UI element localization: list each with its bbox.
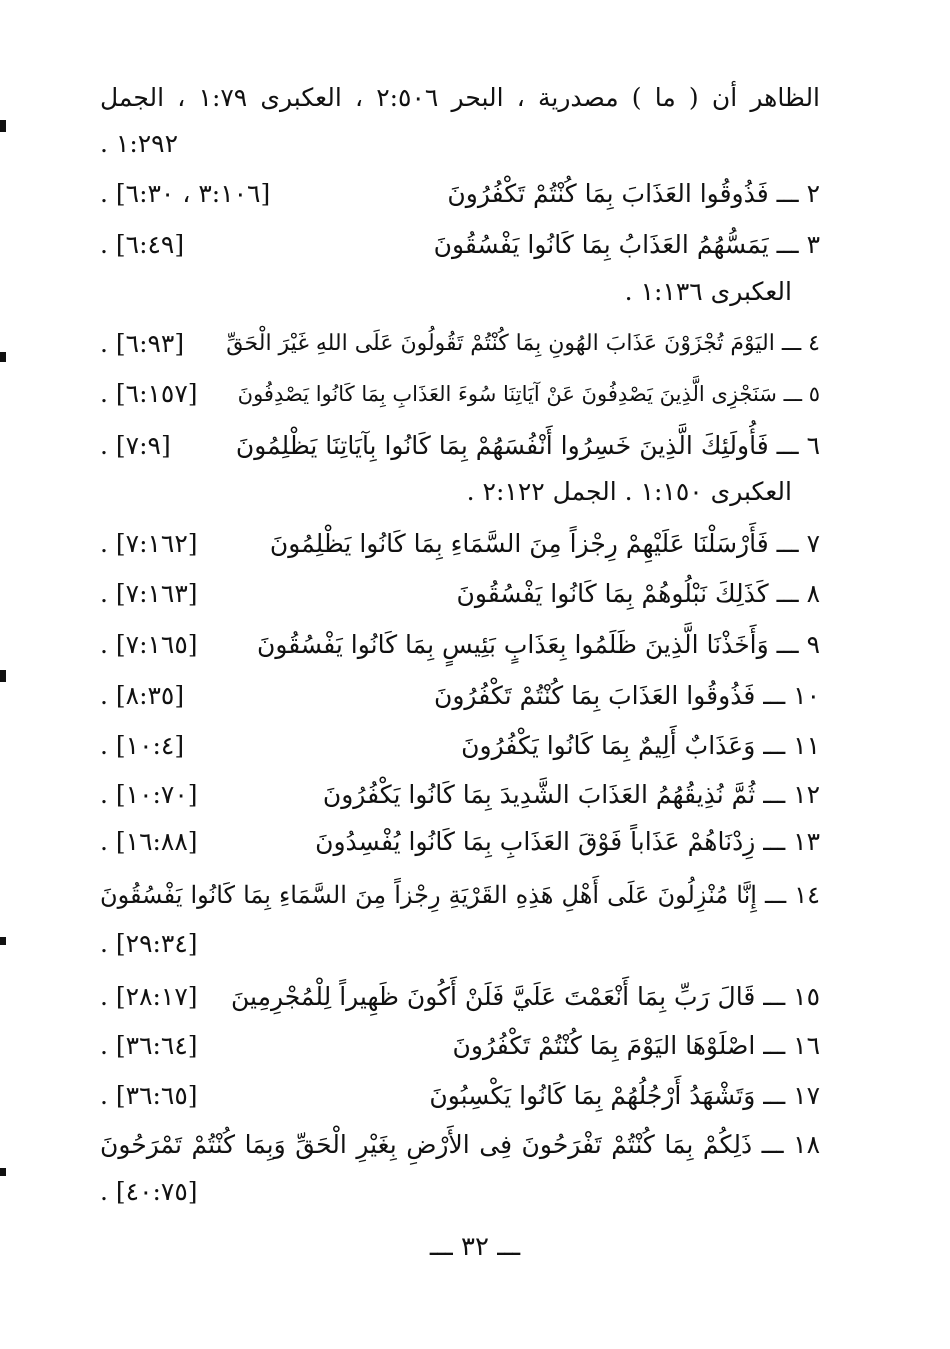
verse-entry-11 bbox=[100, 724, 820, 768]
verse-text: ١١ ـــ وَعَذَابٌ أَلِيمٌ بِمَا كَانُوا يَكْفُرُونَ bbox=[461, 731, 820, 760]
verse-text: ١٢ ـــ ثُمَّ نُذِيقُهُمُ العَذَابَ الشَّدِيدَ بِمَا كَانُوا يَكْفُرُونَ bbox=[322, 780, 820, 809]
footnote-text: ١:٢٩٢ . bbox=[100, 129, 179, 158]
verse-text: ١٠ ـــ فَذُوقُوا العَذَابَ بِمَا كُنْتُمْ تَكْفُرُونَ bbox=[434, 681, 820, 710]
scan-edge-mark bbox=[0, 1168, 6, 1176]
verse-entry-4 bbox=[100, 322, 820, 366]
footnote-text: الظاهر أن ( ما ) مصدرية ، البحر ٢:٥٠٦ ، العكبرى ١:٧٩ ، الجمل bbox=[100, 83, 821, 112]
verse-citation: [٣:١٠٦ ، ٦:٣٠] . bbox=[100, 179, 271, 208]
scan-edge-mark bbox=[0, 120, 6, 132]
verse-text: ٨ ـــ كَذَلِكَ نَبْلُوهُمْ بِمَا كَانُوا يَفْسُقُونَ bbox=[456, 579, 820, 608]
reference-note bbox=[100, 270, 820, 314]
verse-citation: [٢٩:٣٤] . bbox=[100, 929, 198, 958]
verse-entry-9 bbox=[100, 623, 820, 667]
verse-citation: [١٠:٤] . bbox=[100, 731, 185, 760]
verse-citation: [٤٠:٧٥] . bbox=[100, 1177, 198, 1206]
verse-entry-5 bbox=[100, 372, 820, 416]
verse-text: ٣ ـــ يَمَسُّهُمُ العَذَابُ بِمَا كَانُوا يَفْسُقُونَ bbox=[433, 230, 820, 259]
reference-text: العكبرى ١:١٣٦ . bbox=[624, 277, 792, 306]
verse-entry-8 bbox=[100, 572, 820, 616]
verse-entry-13 bbox=[100, 820, 820, 864]
verse-text: ٦ ـــ فَأُولَئِكَ الَّذِينَ خَسِرُوا أَنْفُسَهُمْ بِمَا كَانُوا بِآيَاتِنَا يَظْلِمُونَ bbox=[235, 431, 820, 460]
verse-entry-15 bbox=[100, 975, 820, 1019]
footnote-line-1 bbox=[100, 76, 820, 120]
verse-entry-18-citation bbox=[100, 1170, 820, 1214]
verse-entry-14-citation bbox=[100, 922, 820, 966]
page-number: ـــ ٣٢ ـــ bbox=[429, 1232, 521, 1262]
verse-citation: [٦:٤٩] . bbox=[100, 230, 185, 259]
verse-citation: [٧:١٦٣] . bbox=[100, 579, 198, 608]
verse-entry-7 bbox=[100, 522, 820, 566]
verse-citation: [٢٨:١٧] . bbox=[100, 982, 198, 1011]
verse-entry-12 bbox=[100, 773, 820, 817]
verse-entry-2 bbox=[100, 172, 820, 216]
verse-text: ١٣ ـــ زِدْنَاهُمْ عَذَاباً فَوْقَ العَذَابِ بِمَا كَانُوا يُفْسِدُونَ bbox=[315, 827, 820, 856]
verse-text: ٥ ـــ سَنَجْزِى الَّذِينَ يَصْدِفُونَ عَنْ آيَاتِنَا سُوءَ العَذَابِ بِمَا كَانُوا يَصْدِفُونَ bbox=[237, 382, 820, 406]
verse-text: ١٨ ـــ ذَلِكُمْ بِمَا كُنْتُمْ تَفْرَحُونَ فِى الأَرْضِ بِغَيْرِ الْحَقِّ وَبِمَا كُنْتُمْ تَمْرَحُونَ bbox=[100, 1130, 820, 1159]
verse-entry-18 bbox=[100, 1123, 820, 1167]
scan-edge-mark bbox=[0, 670, 6, 682]
verse-citation: [١٠:٧٠] . bbox=[100, 780, 198, 809]
footnote-line-2 bbox=[100, 122, 820, 166]
verse-entry-17 bbox=[100, 1074, 820, 1118]
verse-entry-10 bbox=[100, 674, 820, 718]
verse-citation: [١٦:٨٨] . bbox=[100, 827, 198, 856]
verse-citation: [٧:١٦٥] . bbox=[100, 630, 198, 659]
reference-note bbox=[100, 470, 820, 514]
verse-text: ١٧ ـــ وَتَشْهَدُ أَرْجُلُهُمْ بِمَا كَانُوا يَكْسِبُونَ bbox=[429, 1081, 820, 1110]
reference-text: العكبرى ١:١٥٠ . الجمل ٢:١٢٢ . bbox=[466, 477, 792, 506]
verse-citation: [٧:٩] . bbox=[100, 431, 171, 460]
verse-text: ١٦ ـــ اصْلَوْهَا اليَوْمَ بِمَا كُنْتُمْ تَكْفُرُونَ bbox=[452, 1031, 820, 1060]
verse-entry-14 bbox=[100, 873, 820, 917]
verse-text: ١٤ ـــ إِنَّا مُنْزِلُونَ عَلَى أَهْلِ هَذِهِ القَرْيَةِ رِجْزاً مِنَ السَّمَاءِ بِمَا كَانُوا يَفْسُقُونَ bbox=[100, 881, 820, 909]
verse-citation: [٣٦:٦٥] . bbox=[100, 1081, 198, 1110]
verse-entry-3 bbox=[100, 223, 820, 267]
verse-citation: [٦:٩٣] . bbox=[100, 329, 185, 358]
verse-text: ٩ ـــ وَأَخَذْنَا الَّذِينَ ظَلَمُوا بِعَذَابٍ بَئِيسٍ بِمَا كَانُوا يَفْسُقُونَ bbox=[257, 630, 820, 659]
verse-text: ١٥ ـــ قَالَ رَبِّ بِمَا أَنْعَمْتَ عَلَيَّ فَلَنْ أَكُونَ ظَهِيراً لِلْمُجْرِمِينَ bbox=[231, 982, 820, 1011]
scan-edge-mark bbox=[0, 352, 6, 362]
verse-text: ٢ ـــ فَذُوقُوا العَذَابَ بِمَا كُنْتُمْ تَكْفُرُونَ bbox=[447, 179, 820, 208]
scan-edge-mark bbox=[0, 937, 6, 945]
verse-text: ٤ ـــ اليَوْمَ تُجْزَوْنَ عَذَابَ الهُونِ بِمَا كُنْتُمْ تَقُولُونَ عَلَى اللهِ غَيْرَ الْحَقِّ bbox=[226, 331, 820, 356]
verse-entry-16 bbox=[100, 1024, 820, 1068]
verse-entry-6 bbox=[100, 424, 820, 468]
verse-citation: [٨:٣٥] . bbox=[100, 681, 185, 710]
verse-text: ٧ ـــ فَأَرْسَلْنَا عَلَيْهِمْ رِجْزاً مِنَ السَّمَاءِ بِمَا كَانُوا يَظْلِمُونَ bbox=[269, 529, 820, 558]
verse-citation: [٧:١٦٢] . bbox=[100, 529, 198, 558]
verse-citation: [٦:١٥٧] . bbox=[100, 379, 198, 408]
verse-citation: [٣٦:٦٤] . bbox=[100, 1031, 198, 1060]
